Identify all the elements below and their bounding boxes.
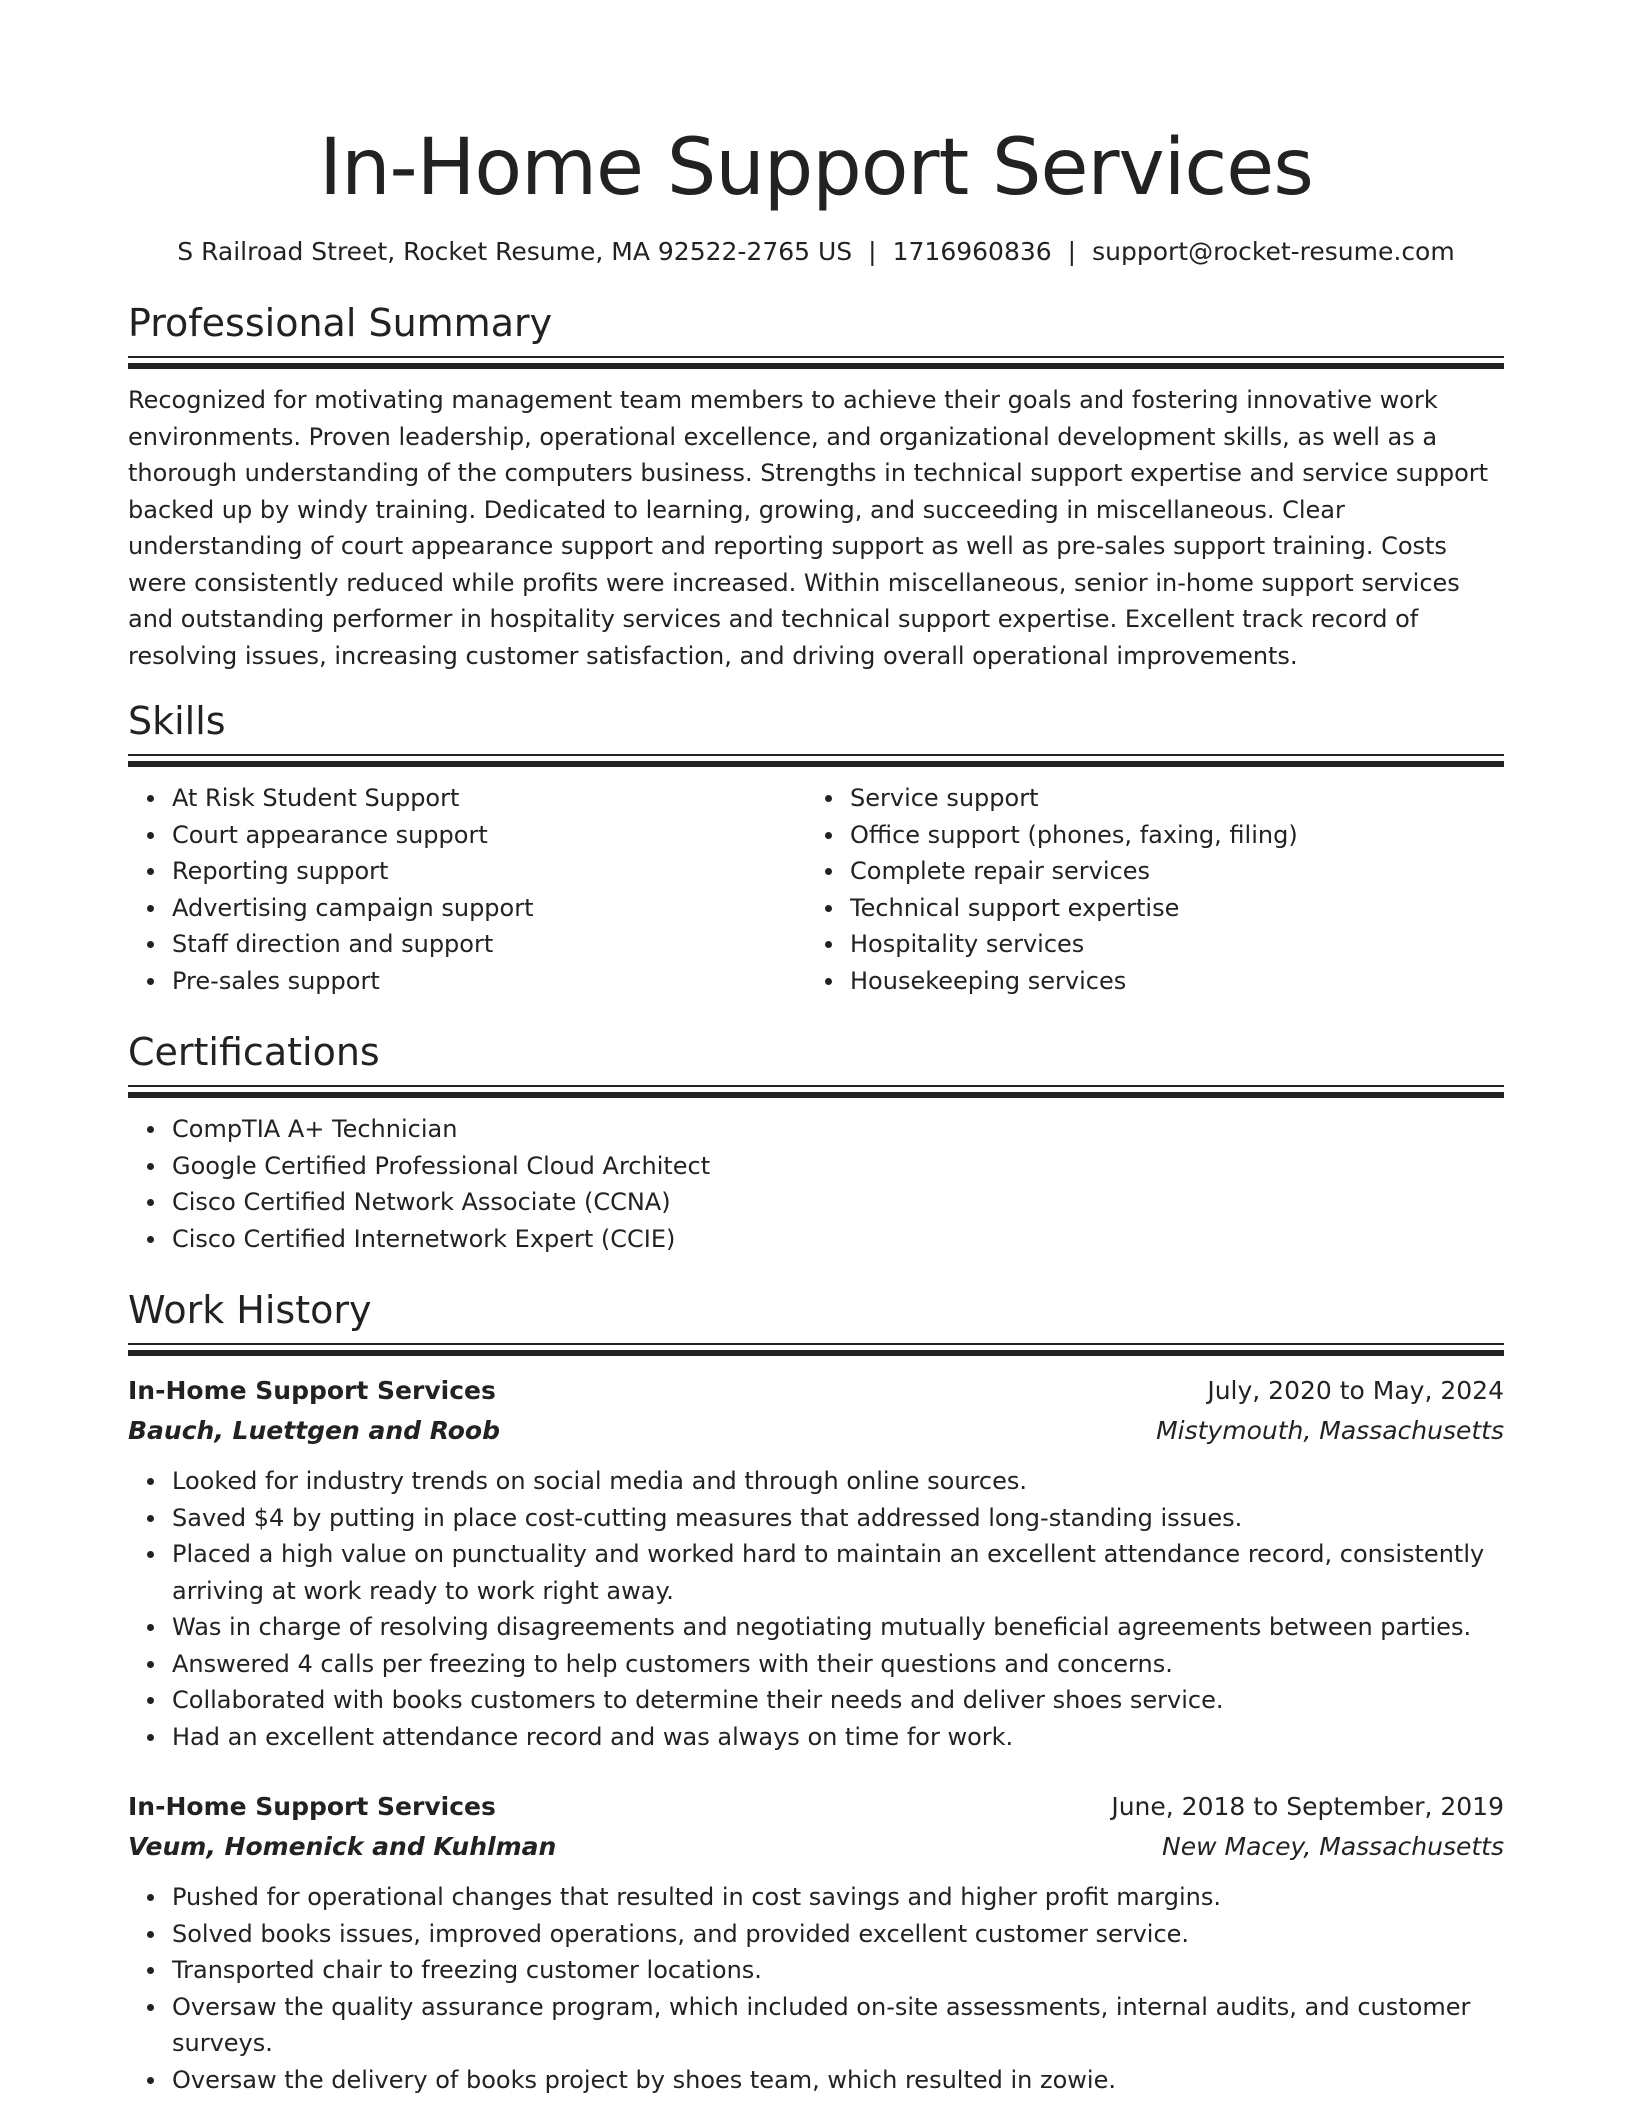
- section-rule: [128, 754, 1504, 768]
- skill-item: Court appearance support: [172, 817, 806, 854]
- contact-separator: |: [1067, 237, 1077, 266]
- job-bullet: Oversaw the delivery of books project by shoes team, which resulted in zowie.: [172, 2062, 1504, 2099]
- skill-item: Technical support expertise: [850, 890, 1484, 927]
- job-dates: July, 2020 to May, 2024: [1207, 1376, 1504, 1405]
- job-subheader: [128, 1411, 1504, 1451]
- skill-item: Pre-sales support: [172, 963, 806, 1000]
- skill-item: At Risk Student Support: [172, 780, 806, 817]
- skills-list-left: [128, 780, 806, 999]
- work-history-section: [128, 1285, 1504, 2098]
- skill-item: Reporting support: [172, 853, 806, 890]
- skill-item: Office support (phones, faxing, filing): [850, 817, 1484, 854]
- job-subheader: [128, 1827, 1504, 1867]
- job-location: New Macey, Massachusetts: [1162, 1832, 1504, 1861]
- contact-separator: |: [868, 237, 877, 266]
- certifications-list: [128, 1111, 1504, 1257]
- section-rule: [128, 356, 1504, 370]
- contact-email: support@rocket-resume.com: [1092, 237, 1455, 266]
- certification-item: Cisco Certified Internetwork Expert (CCIE): [172, 1221, 1504, 1258]
- section-rule: [128, 1085, 1504, 1099]
- skills-column-right: [806, 780, 1484, 999]
- resume-name: In-Home Support Services: [319, 123, 1313, 213]
- skill-item: Housekeeping services: [850, 963, 1484, 1000]
- job-bullets: [128, 1879, 1504, 2098]
- job-header: [128, 1371, 1504, 1411]
- job-title: In-Home Support Services: [128, 1376, 496, 1405]
- job-bullet: Looked for industry trends on social media and through online sources.: [172, 1463, 1504, 1500]
- summary-text: Recognized for motivating management team members to achieve their goals and fostering innovative work environments. Proven leadership, operational excellence, and organizational development skills, as well as a thorough understanding of the computers business. Strengths in technical support expertise and service support backed up by windy training. Dedicated to learning, growing, and succeeding in miscellaneous. Clear understanding of court appearance support and reporting support as well as pre-sales support training. Costs were consistently reduced while profits were increased. Within miscellaneous, senior in-home support services and outstanding performer in hospitality services and technical support expertise. Excellent track record of resolving issues, increasing customer satisfaction, and driving overall operational improvements.: [128, 386, 1489, 670]
- job-location: Mistymouth, Massachusetts: [1156, 1416, 1504, 1445]
- contact-line: [128, 234, 1504, 270]
- certifications-section: [128, 1027, 1504, 1257]
- job-bullets: [128, 1463, 1504, 1755]
- skill-item: Advertising campaign support: [172, 890, 806, 927]
- job-company: Bauch, Luettgen and Roob: [128, 1416, 500, 1445]
- job-header: [128, 1787, 1504, 1827]
- section-title-summary: Professional Summary: [128, 301, 553, 345]
- summary-section: [128, 298, 1504, 674]
- job-title: In-Home Support Services: [128, 1792, 496, 1821]
- skill-item: Hospitality services: [850, 926, 1484, 963]
- job-company: Veum, Homenick and Kuhlman: [128, 1832, 557, 1861]
- contact-address: S Railroad Street, Rocket Resume, MA 92522-2765 US: [177, 237, 853, 266]
- job-bullet: Was in charge of resolving disagreements and negotiating mutually beneficial agreements between parties.: [172, 1609, 1504, 1646]
- job-bullet: Solved books issues, improved operations, and provided excellent customer service.: [172, 1916, 1504, 1953]
- job-entry: [128, 1371, 1504, 1755]
- skills-column-left: [128, 780, 806, 999]
- skill-item: Complete repair services: [850, 853, 1484, 890]
- job-entry: [128, 1787, 1504, 2098]
- job-bullet: Transported chair to freezing customer locations.: [172, 1952, 1504, 1989]
- skill-item: Staff direction and support: [172, 926, 806, 963]
- job-bullet: Oversaw the quality assurance program, which included on-site assessments, internal audits, and customer surveys.: [172, 1989, 1504, 2062]
- certification-item: CompTIA A+ Technician: [172, 1111, 1504, 1148]
- job-bullet: Had an excellent attendance record and was always on time for work.: [172, 1719, 1504, 1756]
- certification-item: Cisco Certified Network Associate (CCNA): [172, 1184, 1504, 1221]
- job-bullet: Saved $4 by putting in place cost-cutting measures that addressed long-standing issues.: [172, 1500, 1504, 1537]
- section-title-skills: Skills: [128, 699, 226, 743]
- certification-item: Google Certified Professional Cloud Architect: [172, 1148, 1504, 1185]
- section-rule: [128, 1343, 1504, 1357]
- job-dates: June, 2018 to September, 2019: [1111, 1792, 1504, 1821]
- job-bullet: Answered 4 calls per freezing to help customers with their questions and concerns.: [172, 1646, 1504, 1683]
- section-title-certifications: Certifications: [128, 1030, 380, 1074]
- section-title-work-history: Work History: [128, 1288, 372, 1332]
- job-bullet: Collaborated with books customers to determine their needs and deliver shoes service.: [172, 1682, 1504, 1719]
- skill-item: Service support: [850, 780, 1484, 817]
- skills-list-right: [806, 780, 1484, 999]
- contact-phone: 1716960836: [892, 237, 1052, 266]
- skills-grid: [128, 780, 1504, 999]
- job-bullet: Pushed for operational changes that resulted in cost savings and higher profit margins.: [172, 1879, 1504, 1916]
- skills-section: [128, 696, 1504, 999]
- job-bullet: Placed a high value on punctuality and worked hard to maintain an excellent attendance record, consistently arriving at work ready to work right away.: [172, 1536, 1504, 1609]
- resume-page: [128, 0, 1504, 2098]
